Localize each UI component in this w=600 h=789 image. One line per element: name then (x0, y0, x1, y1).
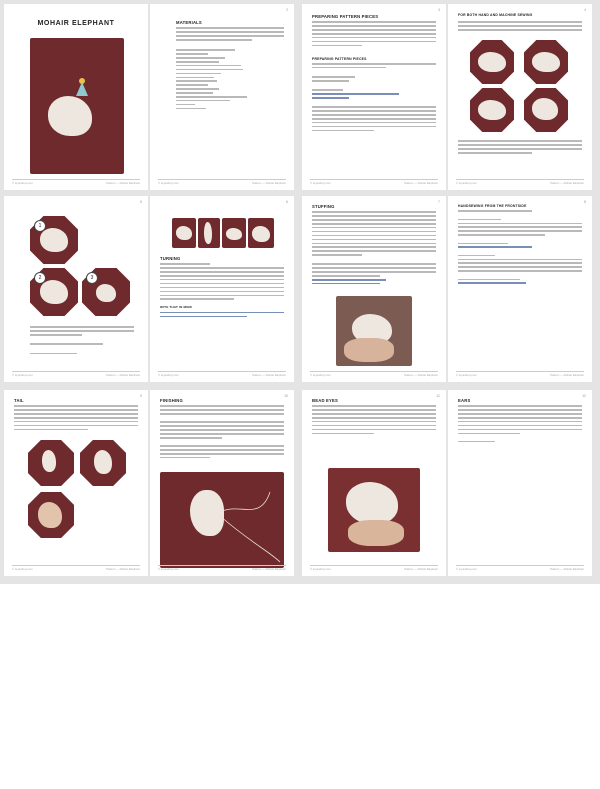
step-photo-a (470, 40, 514, 84)
page-footer: © toyandtoy.com Pattern — Mohair Elephant (310, 181, 438, 185)
cover-photo (30, 38, 124, 174)
page-footer: © toyandtoy.com Pattern — Mohair Elephant (12, 373, 140, 377)
party-hat (76, 82, 88, 96)
step-photo-d (524, 88, 568, 132)
page-3-preparing[interactable]: 3 PREPARING PATTERN PIECES PREPARING PATTERN PIECES © toyandtoy.com Pattern — Mohair Elephant (302, 4, 446, 190)
ears-heading: EARS (458, 398, 471, 403)
page-footer: © toyandtoy.com Pattern — Mohair Elephant (456, 181, 584, 185)
turning-heading: TURNING (160, 256, 181, 261)
page-10-finishing[interactable]: 10 FINISHING © toyandtoy.com Pattern — Mohair Elephant (150, 390, 294, 576)
page-footer: © toyandtoy.com Pattern — Mohair Elephant (158, 567, 286, 571)
step-photo-b (524, 40, 568, 84)
page-9-tail[interactable]: 9 TAIL © toyandtoy.com Pattern — Mohair Elephant (4, 390, 148, 576)
turning-subheading: WITH THAT IN MIND (160, 305, 193, 310)
page-5-steps[interactable]: 5 1 2 3 © toyandtoy.com Pattern — Mohair Elephant (4, 196, 148, 382)
sewing-heading: FOR BOTH HAND AND MACHINE SEWING (458, 13, 533, 17)
page-7-stuffing[interactable]: 7 STUFFING © toyandtoy.com Pattern — Mohair Elephant (302, 196, 446, 382)
tail-photo-2 (80, 440, 126, 486)
finishing-heading: FINISHING (160, 398, 183, 403)
page-footer: © toyandtoy.com Pattern — Mohair Elephant (12, 181, 140, 185)
page-footer: © toyandtoy.com Pattern — Mohair Elephant (456, 567, 584, 571)
preparing-heading: PREPARING PATTERN PIECES (312, 14, 379, 19)
page-6-turning[interactable]: 6 TURNING WITH THAT IN MIND © toyandtoy.com Pattern — Mohair Elephant (150, 196, 294, 382)
document-title: MOHAIR ELEPHANT (37, 20, 115, 27)
tail-photo-3 (28, 492, 74, 538)
turning-photo-4 (248, 218, 274, 248)
page-4-sewing[interactable]: 4 FOR BOTH HAND AND MACHINE SEWING © toyandtoy.com Pattern — Mohair Elephant (448, 4, 592, 190)
page-12-ears[interactable]: 12 EARS © toyandtoy.com Pattern — Mohair Elephant (448, 390, 592, 576)
page-11-bead-eyes[interactable]: 11 BEAD EYES © toyandtoy.com Pattern — Mohair Elephant (302, 390, 446, 576)
preparing-subheading: PREPARING PATTERN PIECES (312, 56, 367, 61)
turning-photo-3 (222, 218, 246, 248)
page-footer: © toyandtoy.com Pattern — Mohair Elephant (310, 373, 438, 377)
bead-eyes-photo (328, 468, 420, 552)
elephant-figure (48, 96, 92, 136)
page-footer: © toyandtoy.com Pattern — Mohair Elephant (310, 567, 438, 571)
step-badge-3: 3 (86, 272, 98, 284)
tail-heading: TAIL (14, 398, 24, 403)
thread-line (160, 472, 284, 568)
page-8-handsewing[interactable]: 8 HANDSEWING FROM THE FRONTSIDE © toyandtoy.com Pattern — Mohair Elephant (448, 196, 592, 382)
page-footer: © toyandtoy.com Pattern — Mohair Elephant (158, 373, 286, 377)
hat-pompom (79, 78, 85, 84)
finishing-photo (160, 472, 284, 568)
handsewing-heading: HANDSEWING FROM THE FRONTSIDE (458, 204, 527, 208)
page-footer: © toyandtoy.com Pattern — Mohair Elephant (12, 567, 140, 571)
tail-photo-1 (28, 440, 74, 486)
turning-photo-1 (172, 218, 196, 248)
materials-heading: MATERIALS (176, 20, 202, 25)
bead-eyes-heading: BEAD EYES (312, 398, 339, 403)
page-2-materials[interactable]: 2 MATERIALS © toyandtoy.com Pattern — Mohair Elephant (150, 4, 294, 190)
page-footer: © toyandtoy.com Pattern — Mohair Elephant (158, 181, 286, 185)
step-photo-c (470, 88, 514, 132)
stuffing-heading: STUFFING (312, 204, 335, 209)
page-1-cover[interactable] (4, 4, 148, 190)
stuffing-photo (336, 296, 412, 366)
turning-photo-2 (198, 218, 220, 248)
page-footer: © toyandtoy.com Pattern — Mohair Elephant (456, 373, 584, 377)
step-badge-2: 2 (34, 272, 46, 284)
step-badge-1: 1 (34, 220, 46, 232)
